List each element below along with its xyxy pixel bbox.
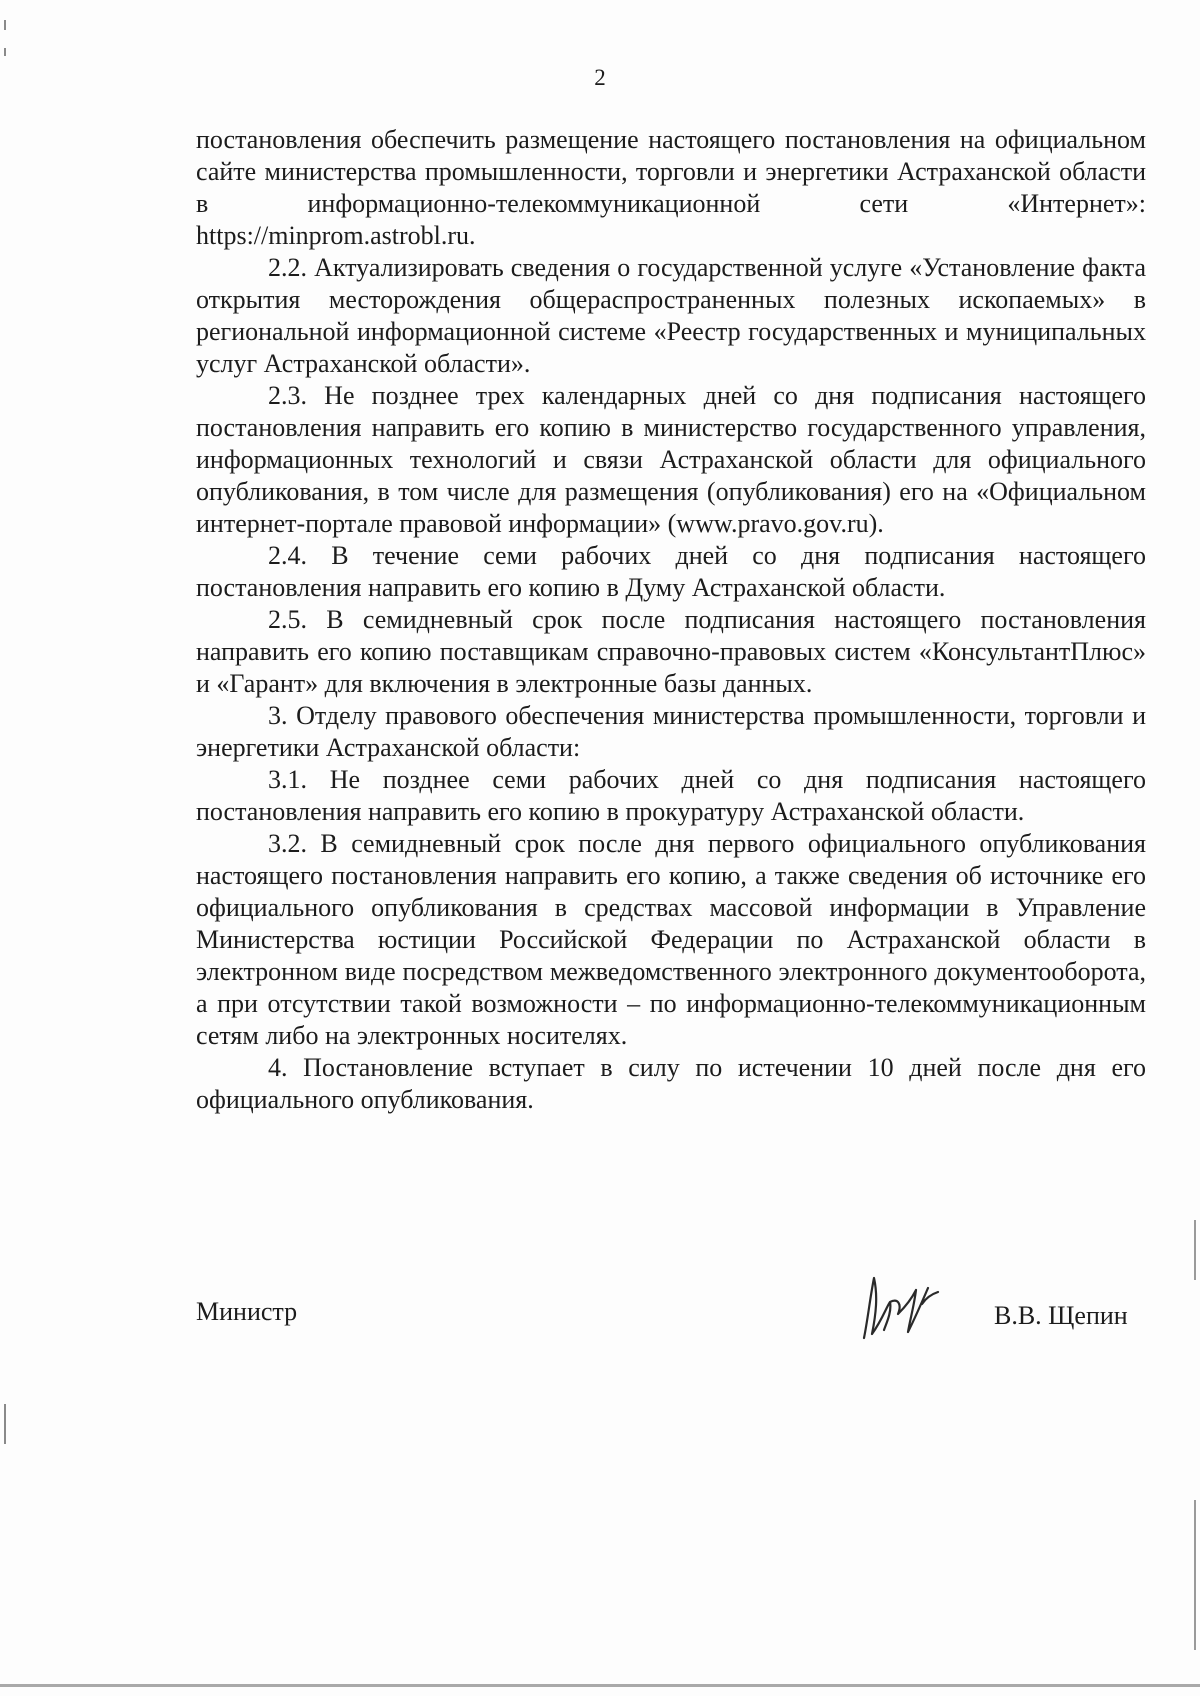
paragraph-4: 4. Постановление вступает в силу по истечении 10 дней после дня его официального опубликования. xyxy=(196,1053,1146,1114)
scan-artifact-left-edge xyxy=(4,48,6,56)
paragraph-2-5: 2.5. В семидневный срок после подписания настоящего постановления направить его копию поставщикам справочно-правовых систем «КонсультантПлюс» и «Гарант» для включения в электронные базы данных. xyxy=(196,605,1146,698)
scan-artifact-right-edge xyxy=(1194,1220,1196,1280)
document-body xyxy=(196,124,1146,1116)
signatory-title: Министр xyxy=(196,1297,298,1326)
page-number: 2 xyxy=(594,65,606,90)
handwritten-signature xyxy=(856,1268,942,1346)
signature-block xyxy=(0,1290,1200,1350)
scan-artifact-left-edge xyxy=(4,1404,6,1444)
scan-artifact-left-edge xyxy=(4,20,6,30)
paragraph-3-2: 3.2. В семидневный срок после дня первого официального опубликования настоящего постановления направить его копию, а также сведения об источнике его официального опубликования в средствах массовой информации в Управление Министерства юстиции Российской Федерации по Астраханской области в электронном виде посредством межведомственного электронного документооборота, а при отсутствии такой возможности – по информационно-телекоммуникационным сетям либо на электронных носителях. xyxy=(196,829,1146,1050)
paragraph-2-4: 2.4. В течение семи рабочих дней со дня подписания настоящего постановления направить его копию в Думу Астраханской области. xyxy=(196,541,1146,602)
paragraph-2-3: 2.3. Не позднее трех календарных дней со дня подписания настоящего постановления направить его копию в министерство государственного управления, информационных технологий и связи Астраханской области для официального опубликования, в том числе для размещения (опубликования) его на «Официальном интернет-портале правовой информации» (www.pravo.gov.ru). xyxy=(196,381,1146,538)
paragraph-2-2: 2.2. Актуализировать сведения о государственной услуге «Установление факта открытия месторождения общераспространенных полезных ископаемых» в региональной информационной системе «Реестр государственных и муниципальных услуг Астраханской области». xyxy=(196,253,1146,378)
paragraph-3: 3. Отделу правового обеспечения министерства промышленности, торговли и энергетики Астраханской области: xyxy=(196,701,1146,762)
paragraph-3-1: 3.1. Не позднее семи рабочих дней со дня подписания настоящего постановления направить его копию в прокуратуру Астраханской области. xyxy=(196,765,1146,826)
scan-artifact-right-edge xyxy=(1194,1500,1196,1650)
signatory-name: В.В. Щепин xyxy=(994,1301,1128,1330)
paragraph-2-1-continuation: постановления обеспечить размещение настоящего постановления на официальном сайте министерства промышленности, торговли и энергетики Астраханской области в информационно-телекоммуникационной сети «Интернет»: https://minprom.astrobl.ru. xyxy=(196,125,1146,250)
scan-artifact-bottom-edge xyxy=(0,1684,1200,1687)
